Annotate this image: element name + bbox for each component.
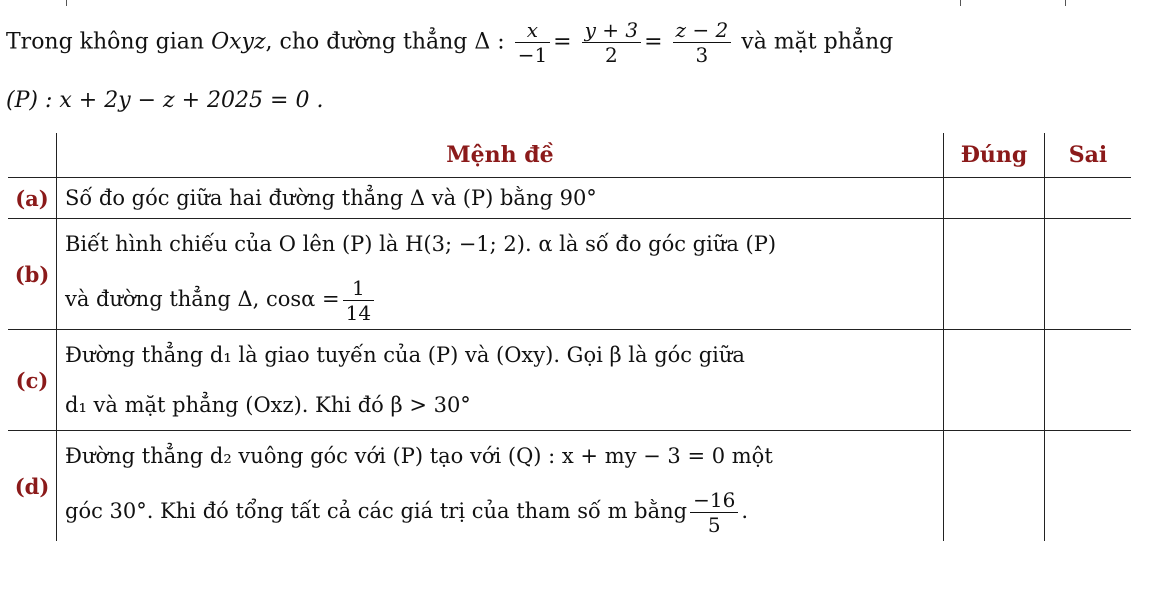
table-row: [8, 178, 1131, 219]
statement-text: Đường thẳng d₁ là giao tuyến của (P) và (Oxy). Gọi β là góc giữa d₁ và mặt phẳng (Oxz). Khi đó β > 30°: [57, 330, 944, 431]
intro-end: và mặt phẳng: [741, 29, 894, 55]
header-statement: Mệnh đề: [57, 133, 944, 178]
top-border-ticks: [0, 0, 1173, 6]
header-false: Sai: [1045, 133, 1132, 178]
fraction-x: $\frac{x}{-1}$: [515, 18, 550, 67]
true-checkbox[interactable]: [944, 219, 1045, 330]
false-checkbox[interactable]: [1045, 330, 1132, 431]
header-true: Đúng: [944, 133, 1045, 178]
row-label: (b): [8, 219, 57, 330]
statement-text: Đường thẳng d₂ vuông góc với (P) tạo với (Q) : x + my − 3 = 0 một góc 30°. Khi đó tổng tất cả các giá trị của tham số m bằng $\frac{-16}{5}$ .: [57, 431, 944, 542]
table-row: [8, 330, 1131, 431]
fraction-z: $\frac{z - 2}{3}$: [673, 18, 732, 67]
false-checkbox[interactable]: [1045, 219, 1132, 330]
row-label: (d): [8, 431, 57, 542]
table-header: [8, 133, 1131, 178]
row-label: (a): [8, 178, 57, 219]
header-blank: [8, 133, 57, 178]
true-checkbox[interactable]: [944, 431, 1045, 542]
statement-table: [8, 133, 1131, 541]
fraction-cos: $\frac{1}{14}$: [343, 276, 374, 325]
false-checkbox[interactable]: [1045, 431, 1132, 542]
false-checkbox[interactable]: [1045, 178, 1132, 219]
table-row: [8, 219, 1131, 330]
problem-statement: Trong không gian Oxyz, cho đường thẳng Δ : $\frac{x}{-1}$ = $\frac{y + 3}{2}$ = $\frac{z - 2}{3}$ và mặt phẳng: [6, 18, 894, 67]
intro-mid: , cho đường thẳng: [265, 29, 468, 55]
fraction-y: $\frac{y + 3}{2}$: [582, 18, 642, 67]
statement-text: Biết hình chiếu của O lên (P) là H(3; −1; 2). α là số đo góc giữa (P) và đường thẳng Δ, cosα = $\frac{1}{14}$: [57, 219, 944, 330]
table-row: [8, 431, 1131, 542]
intro-text: Trong không gian: [6, 29, 205, 55]
delta-label: Δ :: [474, 29, 505, 55]
true-checkbox[interactable]: [944, 330, 1045, 431]
statement-text: Số đo góc giữa hai đường thẳng Δ và (P) bằng 90°: [57, 178, 944, 219]
fraction-sum: $\frac{-16}{5}$: [690, 488, 738, 537]
space-name: Oxyz: [211, 29, 266, 55]
plane-equation: (P) : x + 2y − z + 2025 = 0 .: [6, 88, 324, 113]
true-checkbox[interactable]: [944, 178, 1045, 219]
row-label: (c): [8, 330, 57, 431]
